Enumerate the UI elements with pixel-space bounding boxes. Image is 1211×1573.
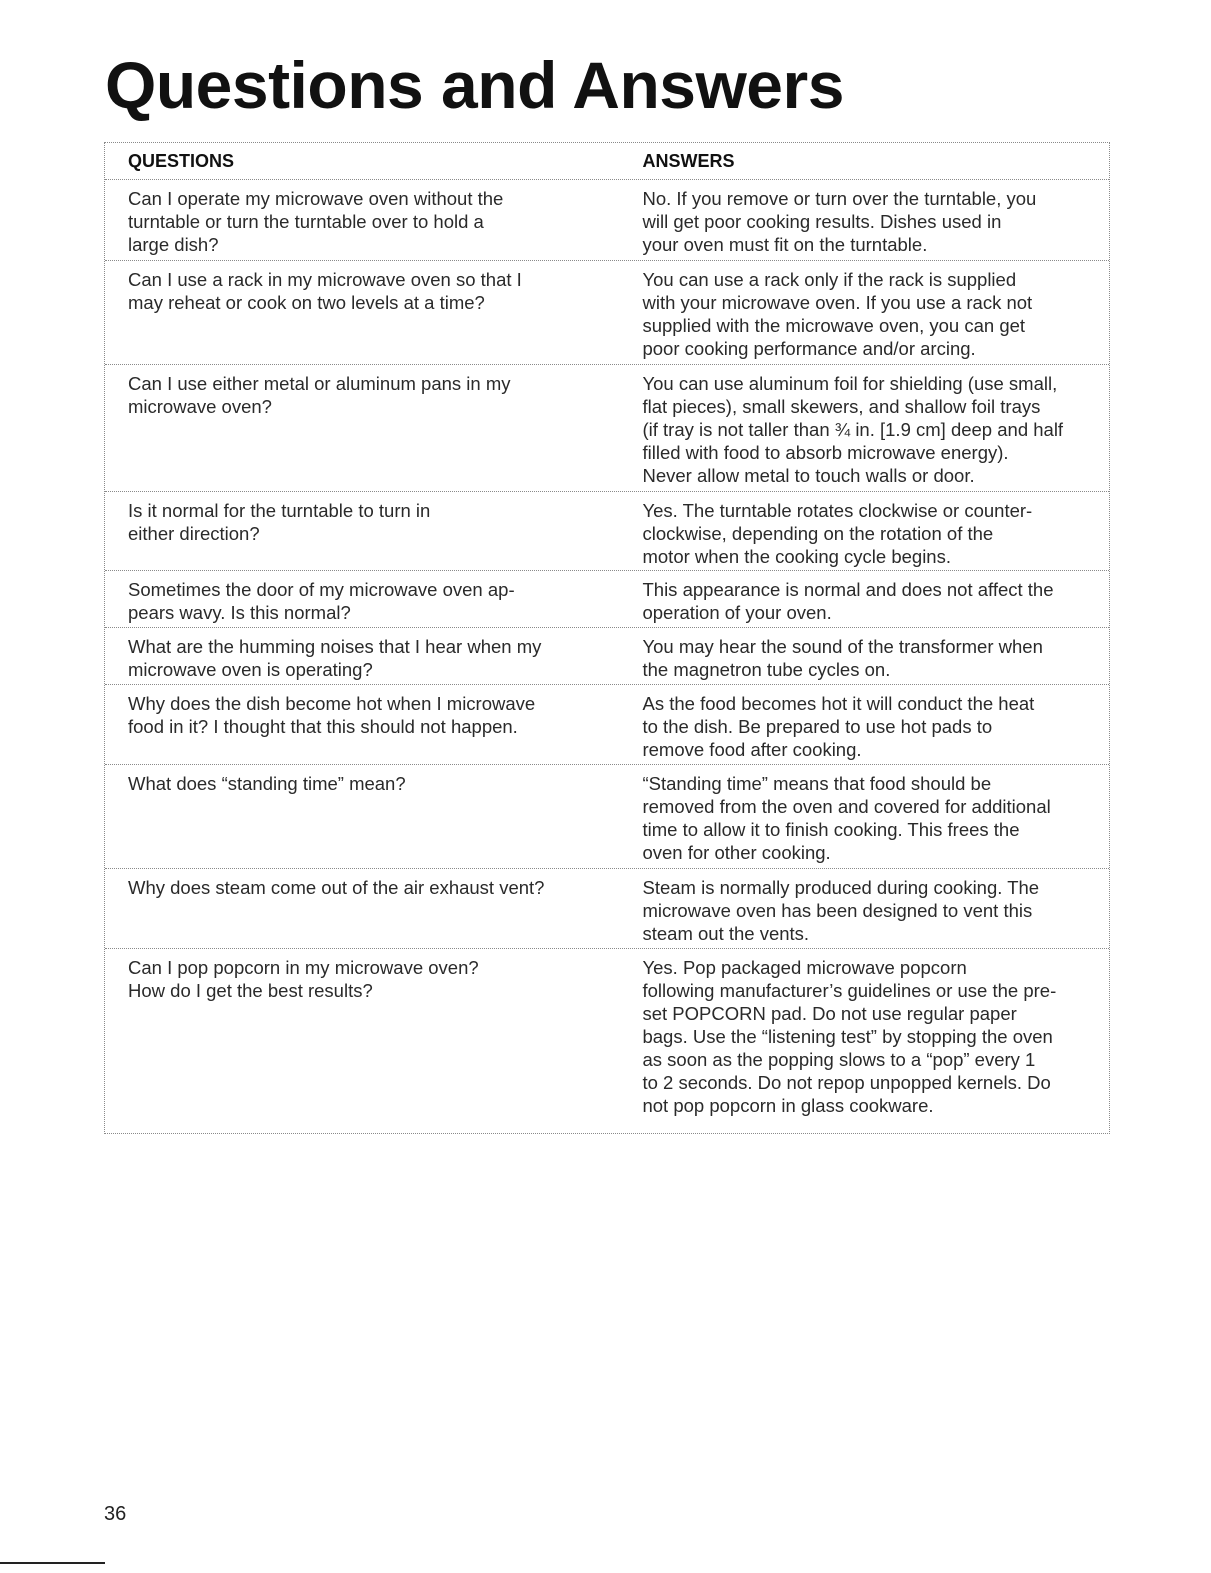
questions-header: QUESTIONS xyxy=(128,150,235,171)
answer-cell: Yes. Pop packaged microwave popcorn following manufacturer’s guidelines or use the pre- set POPCORN pad. Do not use regular paper bags. Use the “listening test” by stopping the oven as soon as the popping slows to a “pop” every 1 to 2 seconds. Do not repop unpopped kernels. Do not pop popcorn in glass cookware. xyxy=(642,957,1057,1116)
page-title: Questions and Answers xyxy=(105,48,844,122)
qa-table xyxy=(104,142,1110,1134)
table-row xyxy=(105,571,1109,628)
table-row xyxy=(105,180,1109,261)
answer-cell: Yes. The turntable rotates clockwise or counter- clockwise, depending on the rotation of the motor when the cooking cycle begins. xyxy=(642,500,1033,567)
table-row xyxy=(105,685,1109,765)
page-number: 36 xyxy=(104,1503,127,1525)
question-cell: Why does the dish become hot when I microwave food in it? I thought that this should not happen. xyxy=(128,693,536,737)
question-cell: Can I use either metal or aluminum pans in my microwave oven? xyxy=(128,373,511,417)
answer-cell: No. If you remove or turn over the turntable, you will get poor cooking results. Dishes used in your oven must fit on the turntable. xyxy=(642,188,1037,255)
question-cell: Can I use a rack in my microwave oven so that I may reheat or cook on two levels at a time? xyxy=(128,269,522,313)
answer-cell: Steam is normally produced during cooking. The microwave oven has been designed to vent this steam out the vents. xyxy=(642,877,1040,944)
table-header xyxy=(105,143,1109,180)
question-cell: What are the humming noises that I hear when my microwave oven is operating? xyxy=(128,636,542,680)
question-cell: Can I pop popcorn in my microwave oven? How do I get the best results? xyxy=(128,957,479,1001)
table-row xyxy=(105,261,1109,365)
footer-rule xyxy=(0,1562,105,1564)
answer-cell: This appearance is normal and does not affect the operation of your oven. xyxy=(642,579,1054,623)
question-cell: Is it normal for the turntable to turn in either direction? xyxy=(128,500,431,544)
question-cell: Sometimes the door of my microwave oven ap- pears wavy. Is this normal? xyxy=(128,579,515,623)
table-row xyxy=(105,949,1109,1133)
answer-cell: As the food becomes hot it will conduct the heat to the dish. Be prepared to use hot pads to remove food after cooking. xyxy=(642,693,1035,760)
question-cell: Why does steam come out of the air exhaust vent? xyxy=(128,877,545,898)
answer-cell: You can use aluminum foil for shielding (use small, flat pieces), small skewers, and shallow foil trays (if tray is not taller than ¾ in. [1.9 cm] deep and half filled with food to absorb microwave energy). Never allow metal to touch walls or door. xyxy=(642,373,1064,486)
table-row xyxy=(105,492,1109,571)
table-row xyxy=(105,869,1109,949)
answers-header: ANSWERS xyxy=(642,150,735,171)
answer-cell: You can use a rack only if the rack is supplied with your microwave oven. If you use a rack not supplied with the microwave oven, you can get poor cooking performance and/or arcing. xyxy=(642,269,1033,359)
table-row xyxy=(105,365,1109,492)
answer-cell: “Standing time” means that food should be removed from the oven and covered for additional time to allow it to finish cooking. This frees the oven for other cooking. xyxy=(642,773,1051,863)
answer-cell: You may hear the sound of the transformer when the magnetron tube cycles on. xyxy=(642,636,1043,680)
table-row xyxy=(105,765,1109,869)
question-cell: What does “standing time” mean? xyxy=(128,773,406,794)
question-cell: Can I operate my microwave oven without the turntable or turn the turntable over to hold a large dish? xyxy=(128,188,504,255)
table-row xyxy=(105,628,1109,685)
